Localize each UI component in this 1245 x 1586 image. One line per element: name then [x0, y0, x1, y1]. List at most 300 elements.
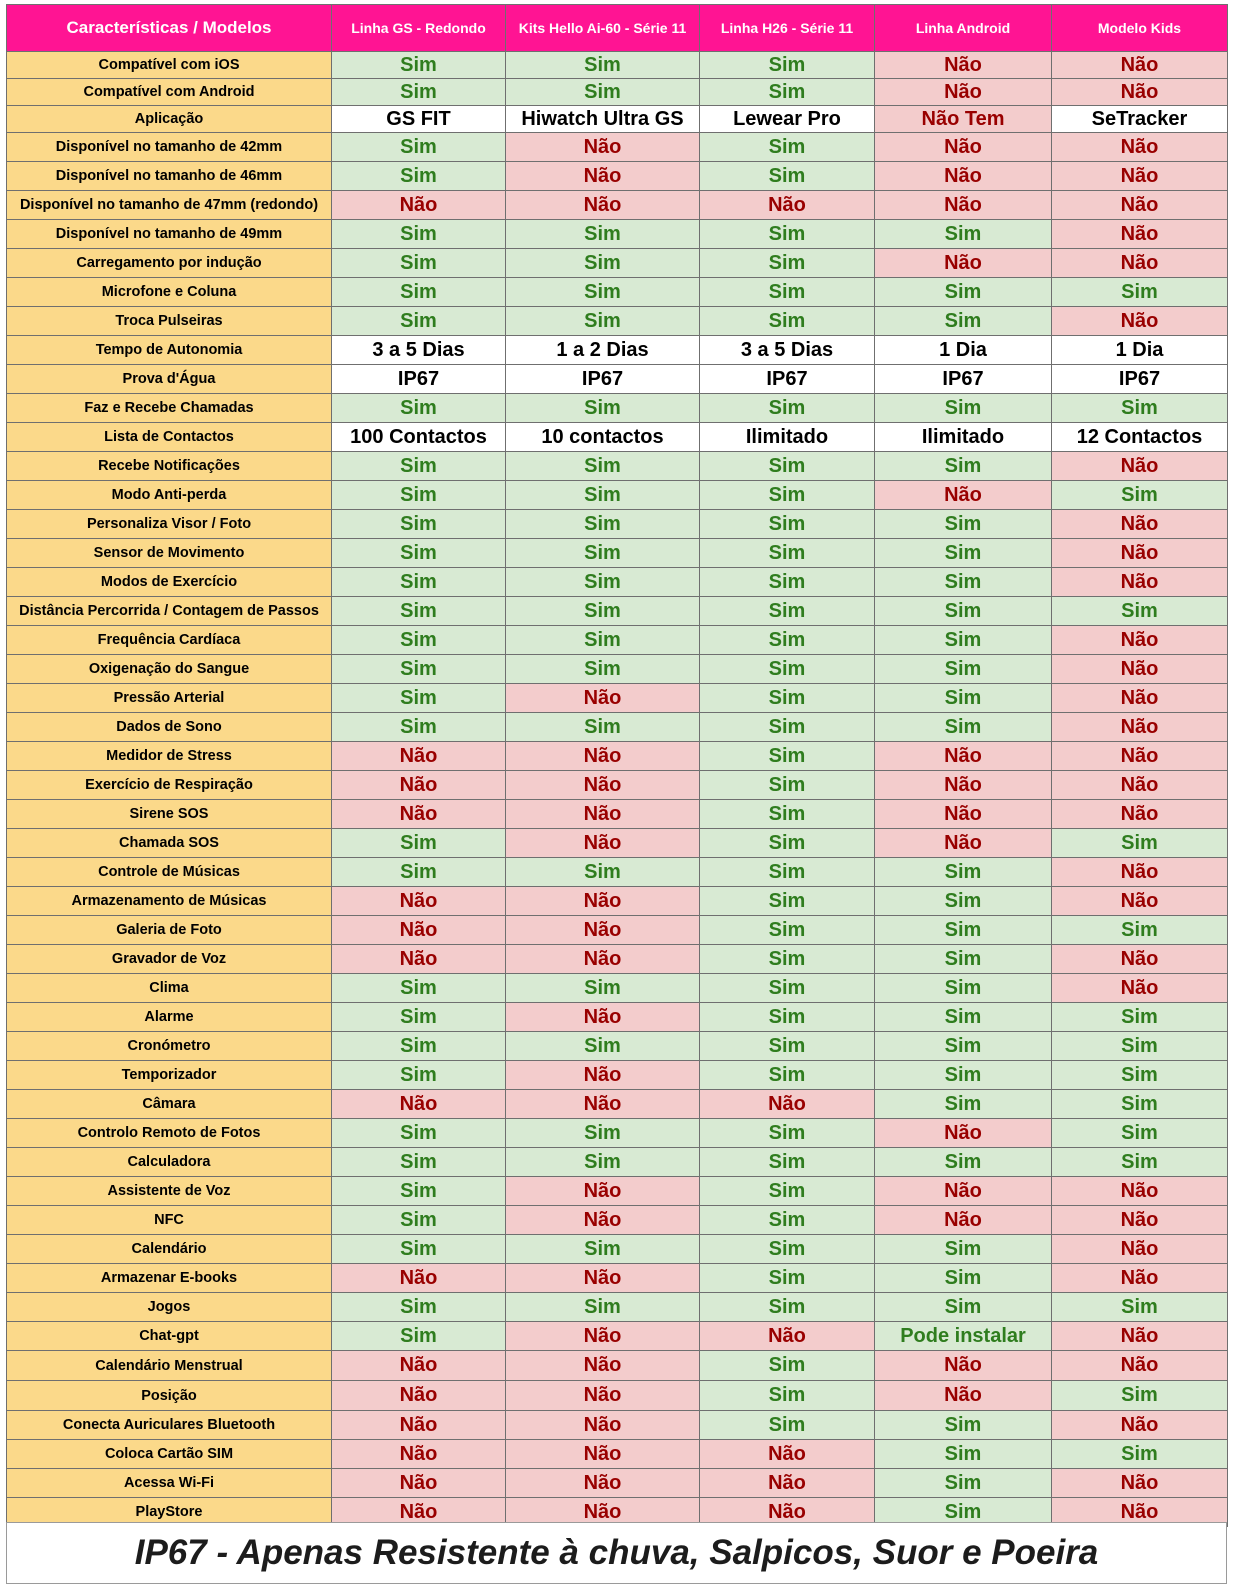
table-row: [7, 684, 1228, 713]
value-cell: Não: [506, 1061, 700, 1090]
value-cell: Não: [875, 1119, 1052, 1148]
value-cell: Sim: [506, 307, 700, 336]
feature-label: Alarme: [7, 1003, 332, 1032]
table-row: [7, 1351, 1228, 1381]
value-cell: Não: [1052, 626, 1228, 655]
value-cell: Sim: [700, 452, 875, 481]
table-row: [7, 1440, 1228, 1469]
value-cell: Não: [875, 162, 1052, 191]
value-cell: Sim: [506, 1293, 700, 1322]
table-row: [7, 1322, 1228, 1351]
value-cell: Não: [506, 133, 700, 162]
value-cell: Não: [1052, 510, 1228, 539]
value-cell: Não: [1052, 771, 1228, 800]
value-cell: Sim: [1052, 829, 1228, 858]
value-cell: Não: [506, 1003, 700, 1032]
table-row: [7, 539, 1228, 568]
header-model-kids: Modelo Kids: [1052, 5, 1228, 52]
value-cell: Não: [506, 771, 700, 800]
value-cell: Sim: [332, 79, 506, 106]
value-cell: Sim: [700, 713, 875, 742]
value-cell: Sim: [700, 568, 875, 597]
table-row: [7, 133, 1228, 162]
value-cell: Sim: [1052, 597, 1228, 626]
value-cell: Sim: [700, 800, 875, 829]
value-cell: Não: [506, 1381, 700, 1411]
value-cell: Não: [1052, 945, 1228, 974]
value-cell: Sim: [506, 597, 700, 626]
feature-label: Assistente de Voz: [7, 1177, 332, 1206]
value-cell: Sim: [506, 452, 700, 481]
value-cell: Não: [700, 1440, 875, 1469]
value-cell: Sim: [875, 452, 1052, 481]
value-cell: Sim: [332, 713, 506, 742]
feature-label: Sirene SOS: [7, 800, 332, 829]
table-row: [7, 1148, 1228, 1177]
value-cell: Sim: [700, 52, 875, 79]
feature-label: Troca Pulseiras: [7, 307, 332, 336]
table-row: [7, 1061, 1228, 1090]
value-cell: Sim: [875, 945, 1052, 974]
table-row: [7, 1235, 1228, 1264]
value-cell: 12 Contactos: [1052, 423, 1228, 452]
table-row: [7, 1293, 1228, 1322]
value-cell: Não: [1052, 713, 1228, 742]
feature-label: Personaliza Visor / Foto: [7, 510, 332, 539]
value-cell: Sim: [875, 1498, 1052, 1527]
value-cell: Não: [1052, 887, 1228, 916]
value-cell: Sim: [506, 249, 700, 278]
value-cell: Sim: [700, 1119, 875, 1148]
value-cell: Sim: [332, 452, 506, 481]
value-cell: Hiwatch Ultra GS: [506, 106, 700, 133]
feature-label: Coloca Cartão SIM: [7, 1440, 332, 1469]
value-cell: Não: [506, 1322, 700, 1351]
feature-label: Conecta Auriculares Bluetooth: [7, 1411, 332, 1440]
value-cell: Sim: [506, 481, 700, 510]
feature-label: Cronómetro: [7, 1032, 332, 1061]
value-cell: Não: [875, 191, 1052, 220]
value-cell: Não: [332, 916, 506, 945]
value-cell: Não: [506, 1206, 700, 1235]
value-cell: Não: [700, 1322, 875, 1351]
value-cell: Não: [332, 1469, 506, 1498]
value-cell: Sim: [332, 220, 506, 249]
table-row: [7, 626, 1228, 655]
value-cell: Sim: [332, 510, 506, 539]
table-row: [7, 423, 1228, 452]
value-cell: IP67: [506, 365, 700, 394]
value-cell: Sim: [332, 1119, 506, 1148]
value-cell: Sim: [875, 1090, 1052, 1119]
value-cell: Não: [506, 742, 700, 771]
table-row: [7, 1003, 1228, 1032]
table-row: [7, 106, 1228, 133]
value-cell: Sim: [1052, 1003, 1228, 1032]
value-cell: Não: [1052, 1498, 1228, 1527]
value-cell: Sim: [332, 1003, 506, 1032]
value-cell: Sim: [700, 220, 875, 249]
value-cell: Não: [700, 1090, 875, 1119]
table-row: [7, 1206, 1228, 1235]
table-row: [7, 829, 1228, 858]
feature-label: Posição: [7, 1381, 332, 1411]
value-cell: Sim: [875, 1293, 1052, 1322]
value-cell: Sim: [1052, 1119, 1228, 1148]
value-cell: Não: [1052, 1264, 1228, 1293]
value-cell: Não: [332, 1381, 506, 1411]
value-cell: Não: [700, 1469, 875, 1498]
feature-label: Câmara: [7, 1090, 332, 1119]
table-row: [7, 52, 1228, 79]
value-cell: Não: [332, 742, 506, 771]
table-row: [7, 945, 1228, 974]
value-cell: Sim: [700, 771, 875, 800]
feature-label: Aplicação: [7, 106, 332, 133]
value-cell: Sim: [700, 1003, 875, 1032]
feature-label: Prova d'Água: [7, 365, 332, 394]
value-cell: 1 Dia: [1052, 336, 1228, 365]
value-cell: Sim: [332, 655, 506, 684]
value-cell: Sim: [332, 481, 506, 510]
value-cell: Não: [1052, 1206, 1228, 1235]
table-row: [7, 742, 1228, 771]
value-cell: Lewear Pro: [700, 106, 875, 133]
value-cell: Não: [1052, 133, 1228, 162]
value-cell: Não: [506, 1264, 700, 1293]
value-cell: Sim: [875, 1264, 1052, 1293]
value-cell: Sim: [332, 539, 506, 568]
value-cell: Não: [1052, 1322, 1228, 1351]
value-cell: Não: [700, 1498, 875, 1527]
feature-label: Disponível no tamanho de 49mm: [7, 220, 332, 249]
value-cell: Não: [1052, 655, 1228, 684]
feature-label: Distância Percorrida / Contagem de Passos: [7, 597, 332, 626]
comparison-table-container: [6, 4, 1227, 1527]
value-cell: Sim: [875, 1032, 1052, 1061]
feature-label: Armazenar E-books: [7, 1264, 332, 1293]
value-cell: Não: [1052, 974, 1228, 1003]
value-cell: Sim: [506, 1148, 700, 1177]
value-cell: Não: [875, 1177, 1052, 1206]
feature-label: Calendário Menstrual: [7, 1351, 332, 1381]
feature-label: Compatível com Android: [7, 79, 332, 106]
value-cell: Sim: [332, 829, 506, 858]
header-model-gs: Linha GS - Redondo: [332, 5, 506, 52]
value-cell: Sim: [875, 1469, 1052, 1498]
table-row: [7, 713, 1228, 742]
value-cell: Sim: [1052, 1440, 1228, 1469]
value-cell: Não: [506, 1090, 700, 1119]
value-cell: Sim: [332, 133, 506, 162]
feature-label: Disponível no tamanho de 46mm: [7, 162, 332, 191]
value-cell: Sim: [506, 655, 700, 684]
value-cell: Sim: [875, 916, 1052, 945]
feature-label: Pressão Arterial: [7, 684, 332, 713]
value-cell: Sim: [875, 974, 1052, 1003]
value-cell: Sim: [332, 1148, 506, 1177]
value-cell: Não: [332, 945, 506, 974]
value-cell: IP67: [875, 365, 1052, 394]
value-cell: Sim: [700, 307, 875, 336]
value-cell: Não: [506, 191, 700, 220]
value-cell: Não: [506, 1177, 700, 1206]
value-cell: Não: [332, 800, 506, 829]
value-cell: Não: [1052, 858, 1228, 887]
value-cell: Sim: [875, 1411, 1052, 1440]
value-cell: Sim: [332, 684, 506, 713]
value-cell: Não: [1052, 742, 1228, 771]
value-cell: Sim: [506, 568, 700, 597]
value-cell: Sim: [875, 568, 1052, 597]
value-cell: Não: [1052, 800, 1228, 829]
value-cell: Não: [506, 800, 700, 829]
table-row: [7, 1469, 1228, 1498]
value-cell: Sim: [875, 597, 1052, 626]
value-cell: Sim: [875, 858, 1052, 887]
value-cell: 3 a 5 Dias: [700, 336, 875, 365]
value-cell: Sim: [875, 394, 1052, 423]
value-cell: GS FIT: [332, 106, 506, 133]
value-cell: Não: [1052, 452, 1228, 481]
value-cell: Não: [875, 771, 1052, 800]
value-cell: Sim: [700, 1351, 875, 1381]
value-cell: Sim: [700, 1061, 875, 1090]
value-cell: Não: [506, 916, 700, 945]
value-cell: Sim: [506, 626, 700, 655]
value-cell: Sim: [506, 1032, 700, 1061]
table-header: [7, 5, 1228, 52]
table-row: [7, 220, 1228, 249]
value-cell: Sim: [700, 539, 875, 568]
value-cell: Não: [875, 133, 1052, 162]
value-cell: Não: [1052, 1177, 1228, 1206]
value-cell: Sim: [700, 1411, 875, 1440]
value-cell: Não: [1052, 1351, 1228, 1381]
value-cell: SeTracker: [1052, 106, 1228, 133]
feature-label: Chat-gpt: [7, 1322, 332, 1351]
table-row: [7, 1119, 1228, 1148]
value-cell: Não: [875, 1206, 1052, 1235]
value-cell: Não: [332, 191, 506, 220]
value-cell: Sim: [332, 597, 506, 626]
value-cell: Sim: [700, 1206, 875, 1235]
value-cell: 10 contactos: [506, 423, 700, 452]
feature-label: Recebe Notificações: [7, 452, 332, 481]
feature-label: Lista de Contactos: [7, 423, 332, 452]
value-cell: Sim: [1052, 394, 1228, 423]
table-row: [7, 568, 1228, 597]
feature-label: Carregamento por indução: [7, 249, 332, 278]
value-cell: Não: [332, 1498, 506, 1527]
value-cell: Não Tem: [875, 106, 1052, 133]
table-row: [7, 307, 1228, 336]
value-cell: Não: [875, 249, 1052, 278]
value-cell: Sim: [700, 945, 875, 974]
feature-label: Calendário: [7, 1235, 332, 1264]
value-cell: Sim: [506, 220, 700, 249]
header-model-h26: Linha H26 - Série 11: [700, 5, 875, 52]
feature-label: Oxigenação do Sangue: [7, 655, 332, 684]
header-corner: Características / Modelos: [7, 5, 332, 52]
table-row: [7, 1032, 1228, 1061]
feature-label: Frequência Cardíaca: [7, 626, 332, 655]
value-cell: Sim: [700, 742, 875, 771]
value-cell: Não: [875, 79, 1052, 106]
value-cell: Não: [1052, 307, 1228, 336]
value-cell: Não: [875, 800, 1052, 829]
feature-label: Gravador de Voz: [7, 945, 332, 974]
value-cell: Não: [506, 1411, 700, 1440]
value-cell: Não: [332, 1264, 506, 1293]
feature-label: Controlo Remoto de Fotos: [7, 1119, 332, 1148]
value-cell: Sim: [1052, 278, 1228, 307]
value-cell: Não: [1052, 79, 1228, 106]
value-cell: Sim: [875, 887, 1052, 916]
feature-label: Galeria de Foto: [7, 916, 332, 945]
table-row: [7, 916, 1228, 945]
value-cell: 3 a 5 Dias: [332, 336, 506, 365]
value-cell: Sim: [332, 1293, 506, 1322]
value-cell: Sim: [332, 858, 506, 887]
value-cell: Não: [506, 887, 700, 916]
value-cell: Sim: [332, 52, 506, 79]
table-row: [7, 394, 1228, 423]
value-cell: Não: [506, 1498, 700, 1527]
value-cell: Sim: [875, 539, 1052, 568]
value-cell: Sim: [506, 52, 700, 79]
value-cell: 1 Dia: [875, 336, 1052, 365]
value-cell: Sim: [1052, 1090, 1228, 1119]
table-row: [7, 974, 1228, 1003]
value-cell: Sim: [700, 1032, 875, 1061]
value-cell: Sim: [332, 568, 506, 597]
value-cell: Sim: [1052, 1061, 1228, 1090]
value-cell: Não: [1052, 249, 1228, 278]
value-cell: Sim: [875, 626, 1052, 655]
value-cell: Sim: [506, 1235, 700, 1264]
value-cell: Sim: [1052, 1032, 1228, 1061]
table-row: [7, 655, 1228, 684]
value-cell: Sim: [700, 597, 875, 626]
feature-label: Acessa Wi-Fi: [7, 1469, 332, 1498]
feature-label: Jogos: [7, 1293, 332, 1322]
value-cell: Não: [875, 1381, 1052, 1411]
value-cell: Sim: [1052, 481, 1228, 510]
table-row: [7, 597, 1228, 626]
value-cell: Sim: [506, 1119, 700, 1148]
feature-label: Disponível no tamanho de 42mm: [7, 133, 332, 162]
value-cell: Sim: [506, 394, 700, 423]
value-cell: Sim: [700, 278, 875, 307]
table-row: [7, 510, 1228, 539]
value-cell: Sim: [700, 1293, 875, 1322]
value-cell: Sim: [332, 1322, 506, 1351]
value-cell: Ilimitado: [875, 423, 1052, 452]
value-cell: Sim: [700, 858, 875, 887]
feature-label: Microfone e Coluna: [7, 278, 332, 307]
value-cell: Sim: [700, 1381, 875, 1411]
value-cell: IP67: [700, 365, 875, 394]
value-cell: Sim: [700, 626, 875, 655]
value-cell: Não: [506, 1469, 700, 1498]
value-cell: Não: [1052, 1235, 1228, 1264]
value-cell: Não: [1052, 539, 1228, 568]
table-row: [7, 1411, 1228, 1440]
value-cell: Sim: [875, 1148, 1052, 1177]
value-cell: Sim: [332, 249, 506, 278]
value-cell: Sim: [875, 684, 1052, 713]
value-cell: Não: [332, 887, 506, 916]
value-cell: Sim: [875, 510, 1052, 539]
value-cell: Não: [1052, 162, 1228, 191]
value-cell: Não: [506, 684, 700, 713]
value-cell: Sim: [700, 133, 875, 162]
value-cell: Sim: [506, 539, 700, 568]
value-cell: Não: [1052, 684, 1228, 713]
table-row: [7, 79, 1228, 106]
value-cell: Sim: [700, 162, 875, 191]
value-cell: Sim: [700, 1177, 875, 1206]
value-cell: Não: [1052, 1411, 1228, 1440]
value-cell: Não: [875, 1351, 1052, 1381]
value-cell: Não: [1052, 568, 1228, 597]
feature-label: Temporizador: [7, 1061, 332, 1090]
value-cell: Não: [1052, 220, 1228, 249]
value-cell: Sim: [875, 220, 1052, 249]
value-cell: Sim: [506, 79, 700, 106]
header-row: [7, 5, 1228, 52]
feature-label: Tempo de Autonomia: [7, 336, 332, 365]
value-cell: Sim: [700, 249, 875, 278]
value-cell: Ilimitado: [700, 423, 875, 452]
comparison-table: [6, 4, 1228, 1527]
value-cell: Sim: [332, 1032, 506, 1061]
feature-label: Calculadora: [7, 1148, 332, 1177]
value-cell: Não: [332, 1440, 506, 1469]
table-row: [7, 249, 1228, 278]
value-cell: Sim: [700, 510, 875, 539]
value-cell: Sim: [506, 858, 700, 887]
value-cell: Sim: [700, 79, 875, 106]
feature-label: NFC: [7, 1206, 332, 1235]
value-cell: Sim: [332, 394, 506, 423]
table-row: [7, 365, 1228, 394]
value-cell: Não: [875, 481, 1052, 510]
value-cell: Sim: [875, 655, 1052, 684]
table-row: [7, 1090, 1228, 1119]
value-cell: Sim: [700, 394, 875, 423]
value-cell: Não: [332, 1351, 506, 1381]
table-row: [7, 191, 1228, 220]
value-cell: Sim: [700, 684, 875, 713]
value-cell: Sim: [332, 1061, 506, 1090]
value-cell: Sim: [1052, 916, 1228, 945]
feature-label: Exercício de Respiração: [7, 771, 332, 800]
header-model-hello: Kits Hello Ai-60 - Série 11: [506, 5, 700, 52]
value-cell: Não: [332, 1411, 506, 1440]
feature-label: Armazenamento de Músicas: [7, 887, 332, 916]
value-cell: Não: [875, 52, 1052, 79]
value-cell: Sim: [700, 1148, 875, 1177]
table-row: [7, 800, 1228, 829]
feature-label: Clima: [7, 974, 332, 1003]
value-cell: Sim: [875, 1061, 1052, 1090]
value-cell: Sim: [332, 1235, 506, 1264]
value-cell: Não: [1052, 52, 1228, 79]
value-cell: IP67: [1052, 365, 1228, 394]
feature-label: Dados de Sono: [7, 713, 332, 742]
